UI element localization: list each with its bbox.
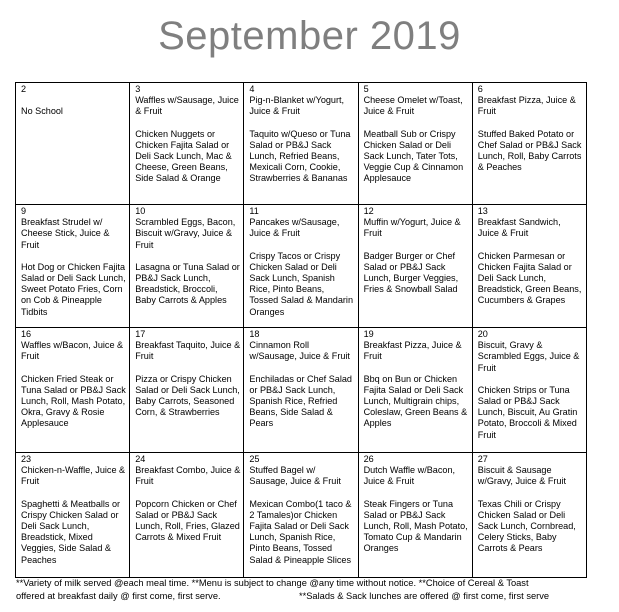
breakfast-menu: Waffles w/Bacon, Juice & Fruit [21, 340, 124, 362]
spacer [135, 363, 240, 374]
day-cell [16, 83, 130, 205]
lunch-menu: Bbq on Bun or Chicken Fajita Salad or Deli Sack Lunch, Multigrain chips, Coleslaw, Green Beans & Apples [363, 373, 468, 429]
day-number: 17 [135, 329, 146, 339]
day-number: 18 [249, 329, 260, 339]
breakfast-menu: Cinnamon Roll w/Sausage, Juice & Fruit [249, 340, 350, 362]
spacer [135, 118, 240, 129]
lunch-menu: Pizza or Crispy Chicken Salad or Deli Sack Lunch, Baby Carrots, Seasoned Corn, & Strawberries [135, 373, 240, 418]
day-number: 2 [21, 84, 27, 94]
day-cell [358, 328, 472, 453]
breakfast-menu: Muffin w/Yogurt, Juice & Fruit [363, 217, 461, 239]
lunch-menu: Taquito w/Queso or Tuna Salad or PB&J Sack Lunch, Refried Beans, Mexicali Corn, Cookie, Strawberries & Bananas [249, 128, 351, 184]
spacer [135, 488, 240, 499]
menu-calendar [15, 82, 587, 578]
day-cell [358, 453, 472, 578]
spacer [478, 118, 583, 129]
day-number: 5 [363, 84, 369, 94]
breakfast-menu: Waffles w/Sausage, Juice & Fruit [135, 95, 239, 117]
day-number: 19 [363, 329, 374, 339]
breakfast-menu: Dutch Waffle w/Bacon, Juice & Fruit [363, 465, 456, 487]
lunch-menu: No School [21, 106, 63, 117]
day-cell [130, 453, 244, 578]
day-number: 13 [477, 206, 488, 216]
breakfast-menu: Breakfast Pizza, Juice & Fruit [363, 340, 462, 362]
week-row [16, 205, 587, 328]
day-cell [358, 83, 472, 205]
week-row [16, 453, 587, 578]
footer-line-1: **Variety of milk served @each meal time. **Menu is subject to change @any time without notice. **Choice of Cereal & Toast [16, 578, 529, 588]
day-number: 9 [21, 206, 27, 216]
lunch-menu: Mexican Combo(1 taco & 2 Tamales)or Chicken Fajita Salad or Deli Sack Lunch, Spanish Rice, Pinto Beans, Tossed Salad & Pineapple Slices [249, 498, 352, 565]
lunch-menu: Crispy Tacos or Crispy Chicken Salad or Deli Sack Lunch, Spanish Rice, Pinto Beans, Tossed Salad & Mandarin Oranges [249, 250, 354, 317]
breakfast-menu: Chicken-n-Waffle, Juice & Fruit [21, 465, 126, 487]
day-cell [472, 328, 586, 453]
spacer [364, 118, 469, 129]
spacer [249, 488, 354, 499]
breakfast-menu: Biscuit & Sausage w/Gravy, Juice & Fruit [477, 465, 567, 487]
lunch-menu: Spaghetti & Meatballs or Crispy Chicken Salad or Deli Sack Lunch, Breadstick, Mixed Veggies, Side Salad & Peaches [21, 498, 121, 565]
spacer [478, 488, 583, 499]
day-cell [472, 453, 586, 578]
lunch-menu: Meatball Sub or Crispy Chicken Salad or Deli Sack Lunch, Tater Tots, Veggie Cup & Cinnamon Applesauce [363, 128, 464, 184]
breakfast-menu: Breakfast Taquito, Juice & Fruit [135, 340, 241, 362]
day-cell [472, 205, 586, 328]
breakfast-menu: Pancakes w/Sausage, Juice & Fruit [249, 217, 340, 239]
day-cell [358, 205, 472, 328]
lunch-menu: Chicken Parmesan or Chicken Fajita Salad or Deli Sack Lunch, Breadstick, Green Beans, Cucumbers & Grapes [477, 250, 582, 306]
day-number: 11 [249, 206, 259, 216]
day-number: 24 [135, 454, 146, 464]
spacer [135, 251, 240, 262]
day-cell [244, 328, 358, 453]
spacer [249, 118, 354, 129]
lunch-menu: Chicken Strips or Tuna Salad or PB&J Sack Lunch, Biscuit, Au Gratin Potato, Broccoli & Mixed Fruit [477, 384, 578, 440]
day-cell [130, 205, 244, 328]
lunch-menu: Lasagna or Tuna Salad or PB&J Sack Lunch, Breadstick, Broccoli, Baby Carrots & Apples [135, 261, 240, 306]
day-cell [244, 205, 358, 328]
day-number: 6 [477, 84, 483, 94]
lunch-menu: Popcorn Chicken or Chef Salad or PB&J Sack Lunch, Roll, Fries, Glazed Carrots & Mixed Fruit [135, 498, 240, 543]
breakfast-menu: Cheese Omelet w/Toast, Juice & Fruit [363, 95, 463, 117]
week-row [16, 83, 587, 205]
day-cell [16, 453, 130, 578]
breakfast-menu: Breakfast Pizza, Juice & Fruit [477, 95, 576, 117]
day-cell [244, 453, 358, 578]
day-cell [16, 205, 130, 328]
day-number: 26 [363, 454, 374, 464]
day-cell [472, 83, 586, 205]
day-number: 16 [21, 329, 32, 339]
footer-breakfast-note: offered at breakfast daily @ first come, first serve. [16, 591, 221, 601]
spacer [21, 95, 126, 106]
day-number: 10 [135, 206, 146, 216]
day-cell [16, 328, 130, 453]
week-row [16, 328, 587, 453]
spacer [21, 363, 126, 374]
spacer [21, 251, 126, 262]
lunch-menu: Enchiladas or Chef Salad or PB&J Sack Lunch, Spanish Rice, Refried Beans, Side Salad & Pears [249, 373, 352, 429]
day-number: 27 [477, 454, 488, 464]
spacer [364, 240, 469, 251]
page-title: September 2019 [158, 14, 461, 58]
spacer [249, 240, 354, 251]
lunch-menu: Badger Burger or Chef Salad or PB&J Sack Lunch, Burger Veggies, Fries & Snowball Salad [363, 250, 459, 295]
spacer [478, 240, 583, 251]
spacer [478, 374, 583, 385]
lunch-menu: Chicken Nuggets or Chicken Fajita Salad or Deli Sack Lunch, Mac & Cheese, Green Beans, Side Salad & Orange [135, 128, 232, 184]
footer-notes [16, 577, 616, 603]
lunch-menu: Steak Fingers or Tuna Salad or PB&J Sack Lunch, Roll, Mash Potato, Tomato Cup & Mandarin Oranges [363, 498, 468, 554]
day-number: 12 [363, 206, 374, 216]
day-number: 20 [477, 329, 488, 339]
day-cell [244, 83, 358, 205]
breakfast-menu: Pig-n-Blanket w/Yogurt, Juice & Fruit [249, 95, 345, 117]
spacer [364, 488, 469, 499]
lunch-menu: Hot Dog or Chicken Fajita Salad or Deli Sack Lunch, Sweet Potato Fries, Corn on Cob & Pineapple Tidbits [21, 261, 126, 317]
breakfast-menu: Breakfast Combo, Juice & Fruit [135, 465, 241, 487]
day-number: 4 [249, 84, 255, 94]
footer-salad-note: **Salads & Sack lunches are offered @ first come, first serve [299, 591, 550, 601]
lunch-menu: Chicken Fried Steak or Tuna Salad or PB&J Sack Lunch, Roll, Mash Potato, Okra, Gravy & Rosie Applesauce [21, 373, 126, 429]
day-number: 3 [135, 84, 141, 94]
breakfast-menu: Breakfast Sandwich, Juice & Fruit [477, 217, 561, 239]
day-number: 23 [21, 454, 32, 464]
breakfast-menu: Biscuit, Gravy & Scrambled Eggs, Juice & Fruit [477, 340, 580, 373]
breakfast-menu: Scrambled Eggs, Bacon, Biscuit w/Gravy, Juice & Fruit [135, 217, 236, 250]
spacer [21, 488, 126, 499]
spacer [364, 363, 469, 374]
day-cell [130, 328, 244, 453]
lunch-menu: Stuffed Baked Potato or Chef Salad or PB&J Sack Lunch, Roll, Baby Carrots & Peaches [477, 128, 582, 173]
breakfast-menu: Breakfast Strudel w/ Cheese Stick, Juice & Fruit [21, 217, 110, 250]
footer-line-2 [16, 590, 616, 603]
spacer [249, 363, 354, 374]
breakfast-menu: Stuffed Bagel w/ Sausage, Juice & Fruit [249, 465, 341, 487]
lunch-menu: Texas Chili or Crispy Chicken Salad or Deli Sack Lunch, Cornbread, Celery Sticks, Baby Carrots & Pears [477, 498, 576, 554]
day-cell [130, 83, 244, 205]
day-number: 25 [249, 454, 260, 464]
